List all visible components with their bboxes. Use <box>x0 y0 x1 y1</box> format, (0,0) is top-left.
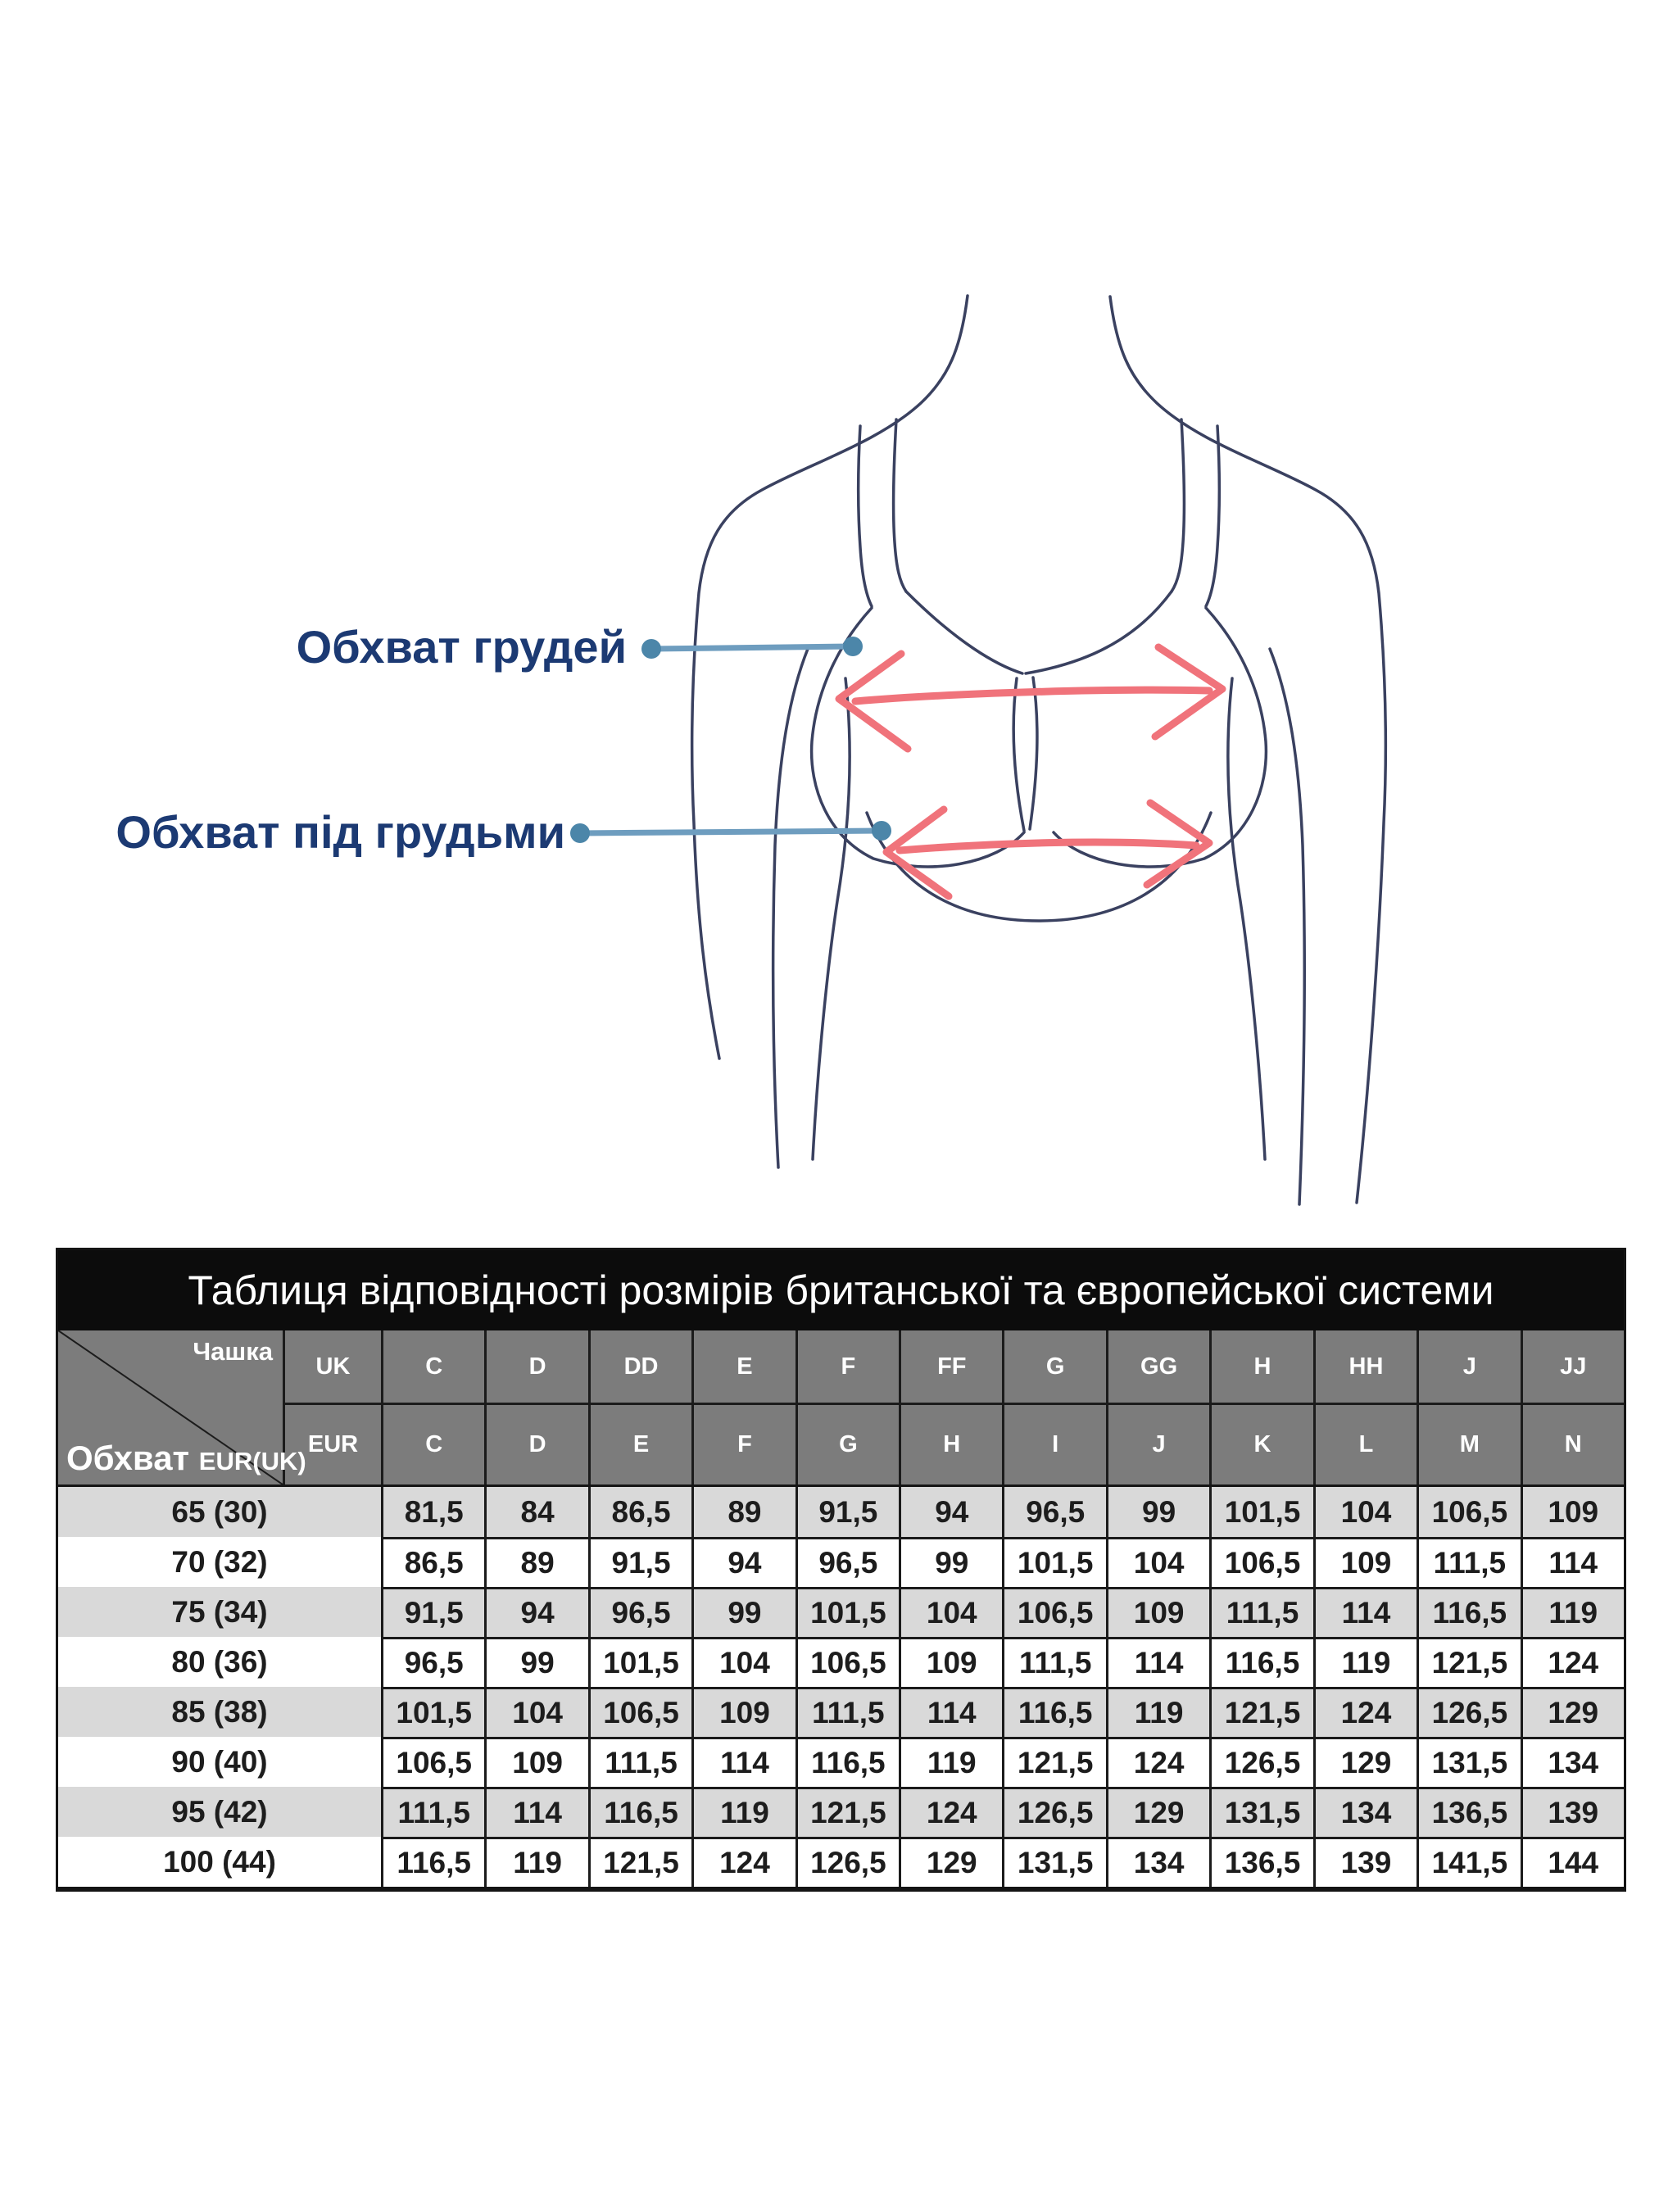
corner-cell <box>58 1330 306 1484</box>
bust-measurement-cell: 126,5 <box>796 1837 899 1887</box>
bust-measurement-cell: 111,5 <box>1209 1587 1312 1637</box>
bust-measurement-cell: 99 <box>484 1637 587 1687</box>
bust-measurement-cell: 86,5 <box>588 1487 691 1537</box>
bust-measurement-cell: 114 <box>1521 1537 1624 1587</box>
bust-measurement-cell: 109 <box>899 1637 1002 1687</box>
eur-cup-N: N <box>1521 1403 1624 1484</box>
left-torso-side-line <box>813 678 850 1159</box>
bust-measurement-cell: 129 <box>1313 1737 1416 1787</box>
right-strap-outer <box>1206 426 1219 606</box>
table-row-band-75 <box>58 1587 1624 1637</box>
bust-measurement-cell: 134 <box>1106 1837 1209 1887</box>
uk-cup-FF: FF <box>899 1330 1002 1403</box>
bust-measurement-cell: 106,5 <box>796 1637 899 1687</box>
bust-measurement-cell: 91,5 <box>588 1537 691 1587</box>
bust-measurement-cell: 119 <box>484 1837 587 1887</box>
bust-measurement-cell: 106,5 <box>1002 1587 1105 1637</box>
bust-measurement-cell: 104 <box>691 1637 795 1687</box>
bust-measurement-cell: 139 <box>1313 1837 1416 1887</box>
uk-cup-J: J <box>1416 1330 1520 1403</box>
bust-measurement-cell: 119 <box>1521 1587 1624 1637</box>
uk-cup-E: E <box>691 1330 795 1403</box>
bust-measurement-cell: 131,5 <box>1209 1787 1312 1837</box>
bust-measurement-cell: 124 <box>1106 1737 1209 1787</box>
bust-measurement-cell: 116,5 <box>1002 1687 1105 1737</box>
bust-measurement-cell: 114 <box>484 1787 587 1837</box>
bust-measurement-cell: 114 <box>691 1737 795 1787</box>
uk-cup-HH: HH <box>1313 1330 1416 1403</box>
band-size-label: 90 (40) <box>58 1737 381 1787</box>
bust-measurement-cell: 121,5 <box>588 1837 691 1887</box>
table-row-band-100 <box>58 1837 1624 1887</box>
table-row-band-95 <box>58 1787 1624 1837</box>
bust-measurement-cell: 109 <box>1521 1487 1624 1537</box>
bust-measurement-cell: 124 <box>1313 1687 1416 1737</box>
center-gore-left-edge <box>1013 678 1024 831</box>
bust-measurement-cell: 104 <box>484 1687 587 1737</box>
underbust-pointer-dot-left <box>570 823 590 843</box>
bust-measurement-cell: 111,5 <box>381 1787 484 1837</box>
bust-measurement-cell: 116,5 <box>588 1787 691 1837</box>
eur-cup-F: F <box>691 1403 795 1484</box>
uk-cup-H: H <box>1209 1330 1312 1403</box>
bust-measurement-cell: 106,5 <box>1416 1487 1520 1537</box>
bust-measurement-cell: 111,5 <box>796 1687 899 1737</box>
bust-measurement-cell: 126,5 <box>1416 1687 1520 1737</box>
table-row-band-80 <box>58 1637 1624 1687</box>
bust-measurement-cell: 81,5 <box>381 1487 484 1537</box>
bust-measurement-cell: 111,5 <box>1416 1537 1520 1587</box>
bust-measurement-cell: 101,5 <box>1002 1537 1105 1587</box>
torso-outline-lines <box>692 296 1386 1204</box>
bust-measurement-cell: 136,5 <box>1209 1837 1312 1887</box>
eur-cup-C: C <box>381 1403 484 1484</box>
bust-measurement-cell: 131,5 <box>1002 1837 1105 1887</box>
left-inner-arm-line <box>773 649 808 1167</box>
bust-measurement-cell: 124 <box>899 1787 1002 1837</box>
eur-cup-D: D <box>484 1403 587 1484</box>
bust-measurement-cell: 126,5 <box>1209 1737 1312 1787</box>
bust-measurement-cell: 99 <box>691 1587 795 1637</box>
underbust-pointer-line <box>570 821 891 843</box>
right-cup-neckline <box>1026 592 1172 673</box>
bust-measurement-cell: 144 <box>1521 1837 1624 1887</box>
bust-measurement-cell: 94 <box>899 1487 1002 1537</box>
left-cup-neckline <box>906 592 1022 673</box>
uk-cup-G: G <box>1002 1330 1105 1403</box>
bust-measurement-cell: 129 <box>1106 1787 1209 1837</box>
size-table-header <box>58 1330 1624 1484</box>
underbust-pointer-dot-right <box>872 821 891 841</box>
band-size-label: 95 (42) <box>58 1787 381 1837</box>
bust-measurement-cell: 94 <box>484 1587 587 1637</box>
corner-girth-sublabel: EUR(UK) <box>198 1447 306 1475</box>
bust-measurement-cell: 106,5 <box>1209 1537 1312 1587</box>
bust-measurement-cell: 109 <box>1313 1537 1416 1587</box>
bust-measurement-cell: 96,5 <box>1002 1487 1105 1537</box>
bust-measurement-cell: 106,5 <box>588 1687 691 1737</box>
right-strap-inner <box>1172 419 1184 592</box>
eur-cup-G: G <box>796 1403 899 1484</box>
bust-measurement-cell: 121,5 <box>796 1787 899 1837</box>
right-inner-arm-line <box>1270 649 1304 1204</box>
bust-measurement-cell: 141,5 <box>1416 1837 1520 1887</box>
table-row-band-65 <box>58 1487 1624 1537</box>
bust-measurement-cell: 89 <box>691 1487 795 1537</box>
bust-measurement-cell: 106,5 <box>381 1737 484 1787</box>
bust-arrow <box>839 647 1222 749</box>
bust-measurement-cell: 96,5 <box>381 1637 484 1687</box>
size-table-body <box>58 1484 1624 1887</box>
bust-measurement-cell: 111,5 <box>588 1737 691 1787</box>
bust-measurement-cell: 119 <box>1106 1687 1209 1737</box>
eur-cup-K: K <box>1209 1403 1312 1484</box>
bust-measurement-cell: 116,5 <box>796 1737 899 1787</box>
bust-measurement-cell: 101,5 <box>381 1687 484 1737</box>
uk-cup-C: C <box>381 1330 484 1403</box>
bust-measurement-cell: 119 <box>1313 1637 1416 1687</box>
bust-measurement-cell: 116,5 <box>1209 1637 1312 1687</box>
uk-cup-DD: DD <box>588 1330 691 1403</box>
bust-measurement-cell: 121,5 <box>1209 1687 1312 1737</box>
bust-measurement-cell: 136,5 <box>1416 1787 1520 1837</box>
table-row-band-90 <box>58 1737 1624 1787</box>
bust-measurement-cell: 119 <box>899 1737 1002 1787</box>
right-neck-shoulder-arm-line <box>1110 297 1385 1203</box>
left-strap-outer <box>859 426 872 606</box>
bust-measurement-cell: 134 <box>1313 1787 1416 1837</box>
bust-measurement-cell: 91,5 <box>796 1487 899 1537</box>
band-size-label: 75 (34) <box>58 1587 381 1637</box>
bust-measurement-cell: 116,5 <box>1416 1587 1520 1637</box>
bust-measurement-cell: 89 <box>484 1537 587 1587</box>
bust-measurement-cell: 86,5 <box>381 1537 484 1587</box>
band-size-label: 70 (32) <box>58 1537 381 1587</box>
uk-cup-F: F <box>796 1330 899 1403</box>
table-row-band-70 <box>58 1537 1624 1587</box>
bust-measurement-cell: 109 <box>1106 1587 1209 1637</box>
bust-pointer-dot-right <box>843 637 863 656</box>
bust-measurement-cell: 104 <box>899 1587 1002 1637</box>
left-neck-shoulder-arm-line <box>692 296 968 1058</box>
bust-measure-label: Обхват грудей <box>296 621 627 673</box>
corner-girth-label: Обхват EUR(UK) <box>66 1439 306 1477</box>
right-torso-side-line <box>1228 678 1265 1159</box>
bust-measurement-cell: 126,5 <box>1002 1787 1105 1837</box>
bust-measurement-cell: 94 <box>691 1537 795 1587</box>
band-size-label: 80 (36) <box>58 1637 381 1687</box>
bust-measurement-cell: 124 <box>1521 1637 1624 1687</box>
bust-measurement-cell: 99 <box>1106 1487 1209 1537</box>
uk-cup-D: D <box>484 1330 587 1403</box>
bust-measurement-cell: 104 <box>1313 1487 1416 1537</box>
band-size-label: 100 (44) <box>58 1837 381 1887</box>
bust-measurement-cell: 114 <box>1106 1637 1209 1687</box>
bust-measurement-cell: 124 <box>691 1837 795 1887</box>
bust-measurement-cell: 101,5 <box>588 1637 691 1687</box>
bust-measurement-cell: 121,5 <box>1416 1637 1520 1687</box>
bust-measurement-cell: 139 <box>1521 1787 1624 1837</box>
left-strap-inner <box>894 419 906 592</box>
bust-measurement-cell: 131,5 <box>1416 1737 1520 1787</box>
bust-measurement-cell: 111,5 <box>1002 1637 1105 1687</box>
bust-measurement-cell: 114 <box>899 1687 1002 1737</box>
uk-system-label: UK <box>283 1330 381 1403</box>
band-size-label: 85 (38) <box>58 1687 381 1737</box>
center-gore-right-edge <box>1030 678 1037 829</box>
size-table-title: Таблиця відповідності розмірів британської та європейської системи <box>58 1250 1624 1330</box>
bust-measurement-cell: 134 <box>1521 1737 1624 1787</box>
bust-measurement-cell: 101,5 <box>796 1587 899 1637</box>
bust-measurement-cell: 129 <box>1521 1687 1624 1737</box>
bust-measurement-cell: 109 <box>691 1687 795 1737</box>
corner-cup-label: Чашка <box>193 1337 273 1366</box>
bust-measurement-cell: 96,5 <box>796 1537 899 1587</box>
bust-measurement-cell: 84 <box>484 1487 587 1537</box>
eur-cup-H: H <box>899 1403 1002 1484</box>
bust-arrow-shaft <box>855 690 1209 701</box>
bust-measurement-cell: 119 <box>691 1787 795 1837</box>
eur-cup-L: L <box>1313 1403 1416 1484</box>
bust-measurement-cell: 129 <box>899 1837 1002 1887</box>
bust-measurement-cell: 99 <box>899 1537 1002 1587</box>
bust-measurement-cell: 109 <box>484 1737 587 1787</box>
bust-measurement-cell: 101,5 <box>1209 1487 1312 1537</box>
underbust-arrow-shaft <box>900 842 1196 850</box>
bust-measurement-cell: 121,5 <box>1002 1737 1105 1787</box>
band-size-label: 65 (30) <box>58 1487 381 1537</box>
bust-measurement-cell: 104 <box>1106 1537 1209 1587</box>
bust-pointer-dot-left <box>641 639 661 659</box>
eur-cup-I: I <box>1002 1403 1105 1484</box>
eur-system-label: EUR <box>283 1403 381 1484</box>
eur-cup-E: E <box>588 1403 691 1484</box>
bust-pointer-line <box>641 637 863 659</box>
eur-cup-J: J <box>1106 1403 1209 1484</box>
bust-measurement-cell: 114 <box>1313 1587 1416 1637</box>
size-correspondence-table <box>56 1248 1626 1892</box>
bust-measurement-cell: 91,5 <box>381 1587 484 1637</box>
underbust-measure-label: Обхват під грудьми <box>116 806 565 858</box>
uk-cup-JJ: JJ <box>1521 1330 1624 1403</box>
eur-cup-M: M <box>1416 1403 1520 1484</box>
table-row-band-85 <box>58 1687 1624 1737</box>
bust-measurement-cell: 96,5 <box>588 1587 691 1637</box>
bust-measurement-cell: 116,5 <box>381 1837 484 1887</box>
uk-cup-GG: GG <box>1106 1330 1209 1403</box>
